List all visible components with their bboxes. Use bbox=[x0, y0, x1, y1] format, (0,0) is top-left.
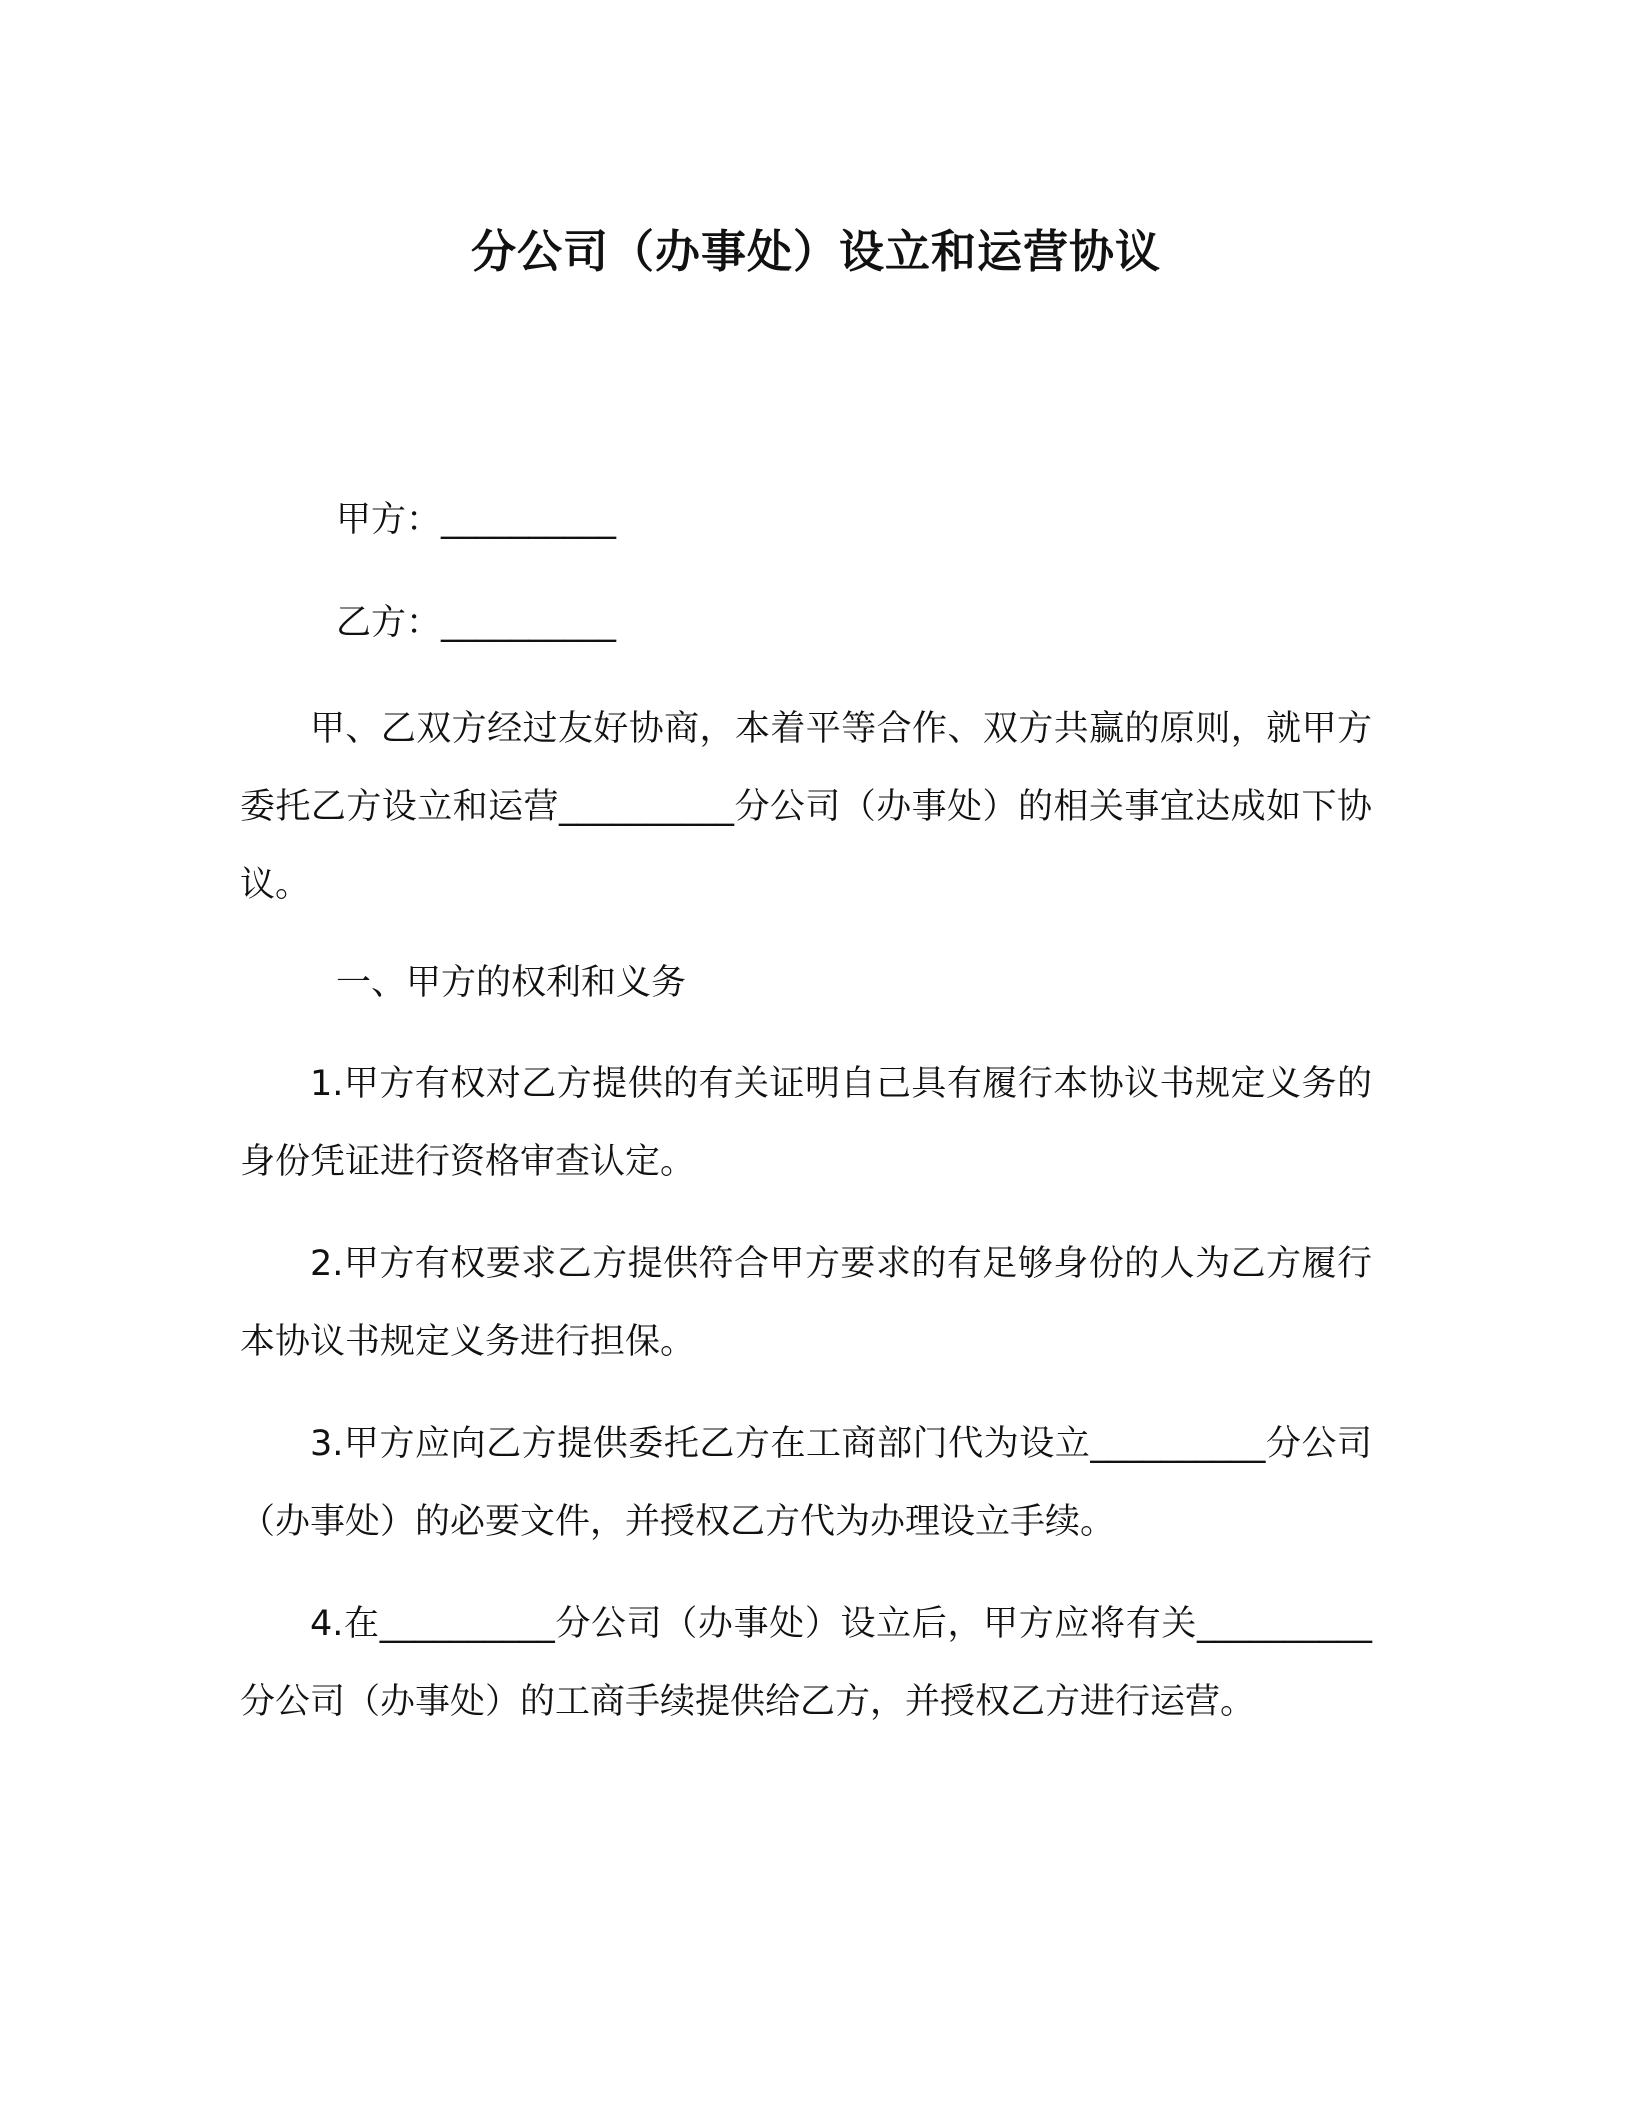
clause-block-3 bbox=[240, 1405, 1372, 1561]
intro-block bbox=[240, 690, 1372, 924]
party-a-label: 甲方： bbox=[336, 500, 442, 540]
clause-block-4 bbox=[240, 1585, 1372, 1741]
party-b-blank: __________ bbox=[441, 603, 617, 643]
clause-paragraph: 2.甲方有权要求乙方提供符合甲方要求的有足够身份的人为乙方履行本协议书规定义务进行担保。 bbox=[240, 1244, 1372, 1362]
clause-paragraph: 3.甲方应向乙方提供委托乙方在工商部门代为设立__________分公司（办事处）的必要文件，并授权乙方代为办理设立手续。 bbox=[240, 1424, 1372, 1542]
section-heading: 一、甲方的权利和义务 bbox=[336, 963, 687, 1003]
document-title: 分公司（办事处）设立和运营协议 bbox=[470, 225, 1161, 278]
party-b-line bbox=[336, 593, 616, 653]
party-b-label: 乙方： bbox=[336, 603, 442, 643]
party-a-line bbox=[336, 490, 616, 550]
clause-block-2 bbox=[240, 1225, 1372, 1381]
party-a-blank: __________ bbox=[441, 500, 617, 540]
clause-paragraph: 4.在__________分公司（办事处）设立后，甲方应将有关__________分公司（办事处）的工商手续提供给乙方，并授权乙方进行运营。 bbox=[240, 1604, 1372, 1722]
intro-paragraph: 甲、乙双方经过友好协商，本着平等合作、双方共赢的原则，就甲方委托乙方设立和运营__________分公司（办事处）的相关事宜达成如下协议。 bbox=[240, 709, 1372, 905]
clause-block-1 bbox=[240, 1045, 1372, 1201]
clause-paragraph: 1.甲方有权对乙方提供的有关证明自己具有履行本协议书规定义务的身份凭证进行资格审查认定。 bbox=[240, 1064, 1372, 1182]
